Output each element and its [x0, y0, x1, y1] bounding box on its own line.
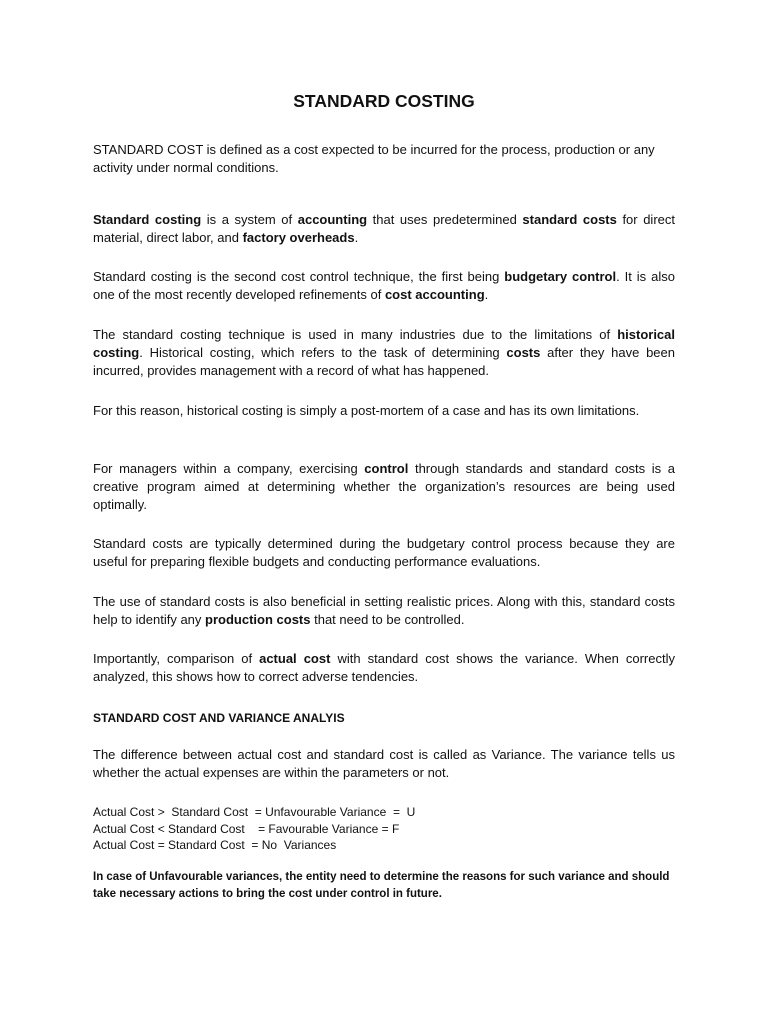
variance-rule-unfavourable: Actual Cost > Standard Cost = Unfavourable Variance = U [93, 805, 416, 819]
paragraph-control-technique: Standard costing is the second cost control technique, the first being budgetary control. It is also one of the most recently developed refinements of cost accounting. [93, 269, 675, 302]
page-title: STANDARD COSTING [293, 91, 475, 111]
term-standard-costing: Standard costing [93, 212, 202, 227]
paragraph-post-mortem: For this reason, historical costing is simply a post-mortem of a case and has its own limitations. [93, 403, 640, 418]
term-standard-costs: standard costs [522, 212, 617, 227]
variance-rule-none: Actual Cost = Standard Cost = No Variances [93, 838, 337, 852]
term-factory-overheads: factory overheads [242, 230, 355, 245]
term-budgetary-control: budgetary control [504, 269, 617, 284]
definition-paragraph: STANDARD COST is defined as a cost expected to be incurred for the process, production or any activity under normal conditions. [93, 142, 655, 175]
closing-paragraph: In case of Unfavourable variances, the entity need to determine the reasons for such variance and should take necessary actions to bring the cost under control in future. [93, 871, 670, 900]
paragraph-historical-costing: The standard costing technique is used in many industries due to the limitations of historical costing. Historical costing, which refers to the task of determining costs after they have been incurred, provides management with a record of what has happened. [93, 327, 675, 378]
paragraph-budgetary-process: Standard costs are typically determined during the budgetary control process because they are useful for preparing flexible budgets and conducting performance evaluations. [93, 536, 675, 569]
term-control: control [364, 461, 409, 476]
term-costs: costs [506, 345, 541, 360]
term-accounting: accounting [297, 212, 368, 227]
paragraph-standard-costing: Standard costing is a system of accounting that uses predetermined standard costs for direct material, direct labor, and factory overheads. [93, 212, 675, 245]
paragraph-variance-definition: The difference between actual cost and standard cost is called as Variance. The variance tells us whether the actual expenses are within the parameters or not. [93, 747, 675, 780]
term-production-costs: production costs [205, 612, 311, 627]
variance-rule-favourable: Actual Cost < Standard Cost = Favourable Variance = F [93, 822, 400, 836]
term-historical-costing: historical costing [93, 327, 675, 360]
paragraph-realistic-prices: The use of standard costs is also beneficial in setting realistic prices. Along with this, standard costs help to identify any production costs that need to be controlled. [93, 594, 675, 627]
term-cost-accounting: cost accounting [384, 287, 485, 302]
paragraph-actual-cost-comparison: Importantly, comparison of actual cost with standard cost shows the variance. When correctly analyzed, this shows how to correct adverse tendencies. [93, 651, 675, 684]
section-heading: STANDARD COST AND VARIANCE ANALYIS [93, 711, 345, 725]
paragraph-managers-control: For managers within a company, exercising control through standards and standard costs is a creative program aimed at determining whether the organization’s resources are being used optimally. [93, 461, 675, 512]
term-actual-cost: actual cost [259, 651, 331, 666]
